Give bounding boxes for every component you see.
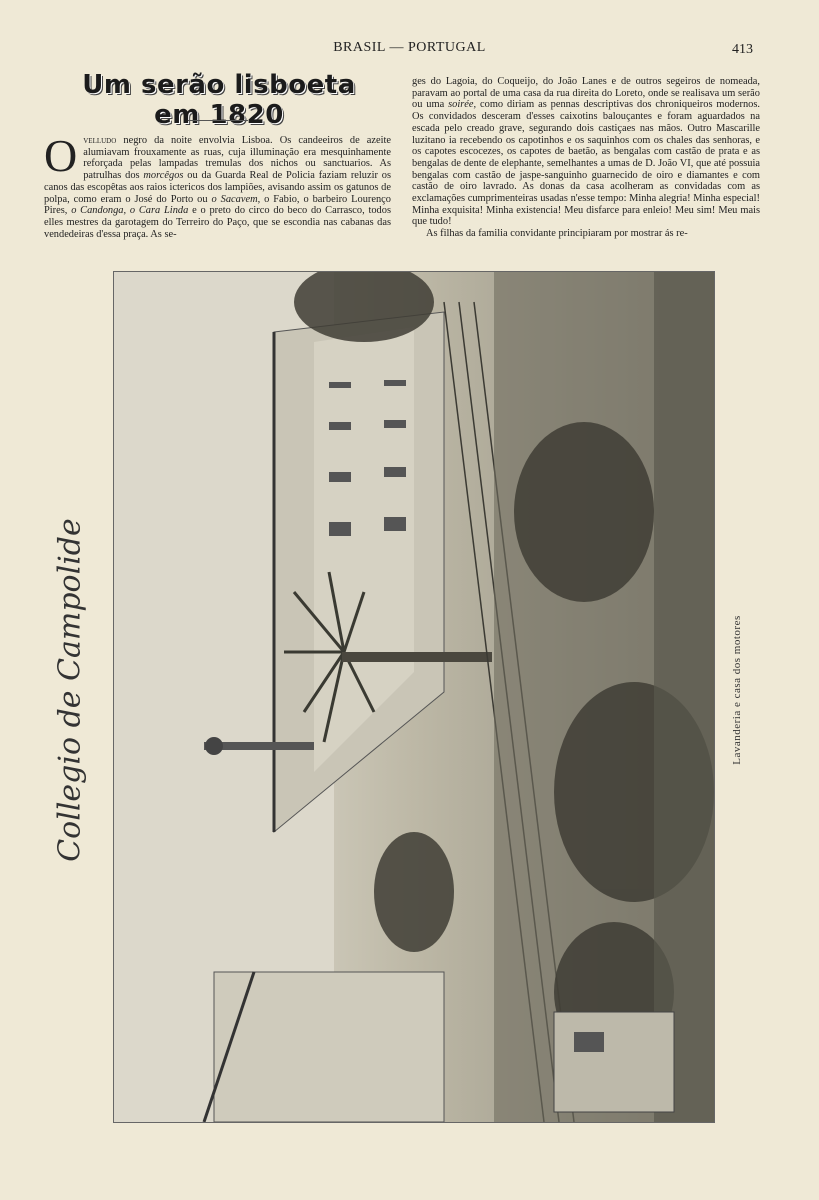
paragraph-text: e o preto do circo do beco do Carrasco, todos elles mestres da garotagem do Terreiro do Paço, que se escondia nas cabanas das vendedeiras d'essa praça. As se- — [44, 205, 391, 240]
article-column-left — [44, 130, 391, 240]
italic-term: morcêgos — [143, 170, 184, 182]
paragraph-text: ges do Lagoia, do Coqueijo, do João Lanes e de outros segeiros de nomeada, paravam ao portal de uma casa da rua direita do Loreto, onde se realisava um serão ou uma — [412, 76, 760, 111]
first-word: velludo — [83, 135, 117, 146]
drop-cap: O — [44, 130, 78, 181]
article-column-right — [412, 76, 760, 240]
italic-term: soirée, — [448, 99, 477, 111]
running-header: BRASIL — PORTUGAL — [333, 40, 486, 55]
photo-caption-detail: Lavanderia e casa dos motores — [731, 615, 743, 765]
photograph — [113, 271, 715, 1123]
title-divider — [188, 120, 248, 121]
article-title: Um serão lisboeta em 1820 — [82, 70, 356, 130]
paragraph-text: o Fabio, o barbeiro Lourenço Pires, — [44, 193, 391, 217]
photo-illustration — [114, 272, 714, 1122]
page-number: 413 — [732, 42, 753, 57]
paragraph-text: como diriam as pennas descriptivas dos chroniqueiros modernos. Os convidados desceram d'esses caixotins balouçantes e foram aguardados na escada pelo creado grave, segurando dois castiçaes nas mãos. Outro Mascarille luzitano ia recebendo os capotinhos e os saquinhos com os chales das senhoras, e os capotes escocezes, os capotes de baetão, as bengalas com castão de prata e as bengalas de dente de elephante, semelhantes a umas de D. João VI, que até possuia bengalas com castão de jaspe-sanguinho guarnecido de oiro e diamantes e com castão de oiro lavrado. As donas da casa acolheram as convidadas com as exclamações cumprimenteiras usadas n'esse tempo: Minha alegria! Minha especial! Minha exquisita! Minha existencia! Meu disfarce para enleio! Meu sim! Meu mais que tudo! — [412, 99, 760, 228]
paragraph-text: As filhas da familia convidante principiaram por mostrar ás re- — [426, 228, 688, 240]
paragraph-text: ou da Guarda Real de Policia faziam reluzir os canos das escopêtas aos raios ictericos dos lampiões, avisando assim os gatunos de polpa, como eram o José do Porto ou — [44, 170, 391, 205]
photo-caption-title: Collegio de Campolide — [52, 518, 88, 862]
italic-term: o Candonga, o Cara Linda — [71, 205, 189, 217]
italic-term: o Sacavem, — [211, 193, 261, 205]
paragraph-text: negro da noite envolvia Lisboa. Os candeeiros de azeite alumiavam frouxamente as ruas, cuja illuminação era mesquinhamente reforçada pelas lampadas tremulas dos nichos ou sanctuarios. As patrulhas dos — [83, 135, 391, 182]
